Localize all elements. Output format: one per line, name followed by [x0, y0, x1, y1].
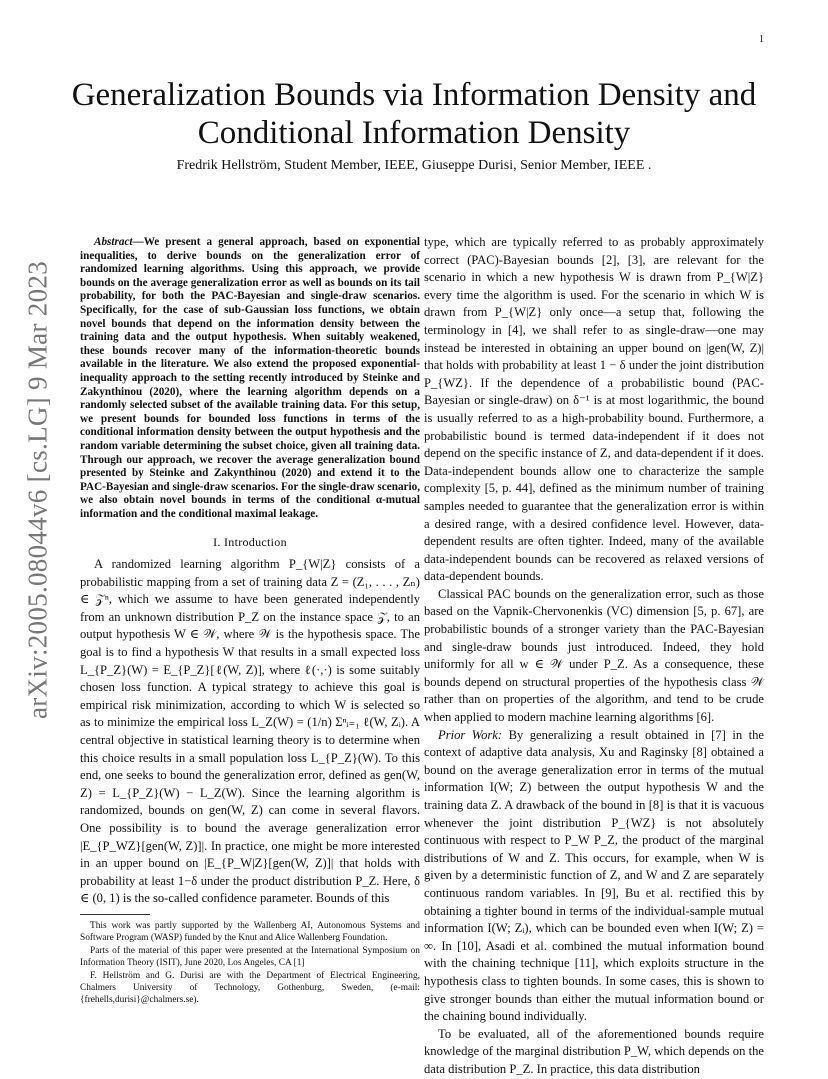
paper-title: Generalization Bounds via Information Density and Conditional Information Density [71, 77, 757, 151]
abstract-text: —We present a general approach, based on exponential inequalities, to derive bounds on the generalization error of randomized learning algorithms. Using this approach, we provide bounds on the average generalization error as well as bounds on its tail probability, for both the PAC-Bayesian and single-draw scenarios. Specifically, for the case of sub-Gaussian loss functions, we obtain novel bounds that depend on the information density between the training data and the output hypothesis. When suitably weakened, these bounds recover many of the information-theoretic bounds available in the literature. We also extend the proposed exponential-inequality approach to the setting recently introduced by Steinke and Zakynthinou (2020), where the learning algorithm depends on a randomly selected subset of the available training data. For this setup, we present bounds for bounded loss functions in terms of the conditional information density between the output hypothesis and the random variable determining the subset choice, given all training data. Through our approach, we recover the average generalization bound presented by Steinke and Zakynthinou (2020) and extend it to the PAC-Bayesian and single-draw scenarios. For the single-draw scenario, we also obtain novel bounds in terms of the conditional α-mutual information and the conditional maximal leakage. [80, 236, 420, 520]
intro-paragraph-3: Classical PAC bounds on the generalization error, such as those based on the Vapnik-Chervonenkis (VC) dimension [5, p. 67], are probabilistic bounds of a stronger variety than the PAC-Bayesian and single-draw bounds just introduced. Indeed, they hold uniformly for all w ∈ 𝒲 under P_Z. As a consequence, these bounds depend on structural properties of the hypothesis class 𝒲 rather than on properties of the algorithm, and tend to be crude when applied to modern machine learning algorithms [6]. [424, 586, 764, 725]
footnote-isit: Parts of the material of this paper were presented at the International Symposium on Information Theory (ISIT), June 2020, Los Angeles, CA [1] [80, 946, 420, 968]
abstract-label: Abstract [94, 236, 133, 248]
intro-paragraph-2: type, which are typically referred to as probably approximately correct (PAC)-Bayesian bounds [2], [3], are relevant for the scenario in which a new hypothesis W is drawn from P_{W|Z} every time the algorithm is used. For the scenario in which W is drawn from P_{W|Z} only once—a setup that, following the terminology in [4], we shall refer to as single-draw—one may instead be interested in obtaining an upper bound on |gen(W, Z)| that holds with probability at least 1 − δ under the joint distribution P_{WZ}. If the dependence of a probabilistic bound (PAC-Bayesian or single-draw) on δ⁻¹ is at most logarithmic, the bound is usually referred to as a high-probability bound. Furthermore, a probabilistic bound is termed data-independent if it does not depend on the specific instance of Z, and data-dependent if it does. Data-independent bounds allow one to characterize the sample complexity [5, p. 44], defined as the minimum number of training samples needed to guarantee that the generalization error is within a desired range, with a desired confidence level. However, data-dependent results are often tighter. Indeed, many of the available data-independent bounds can be recovered as relaxed versions of data-dependent bounds. [424, 235, 764, 584]
prior-work-text: By generalizing a result obtained in [7] in the context of adaptive data analysis, Xu and Raginsky [8] obtained a bound on the average generalization error in terms of the mutual information I(W; Z) between the output hypothesis W and the training data Z. A drawback of the bound in [8] is that it is vacuous whenever the joint distribution P_{WZ} is not absolutely continuous with respect to P_W P_Z, the product of the marginal distributions of W and Z. This occurs, for example, when W is given by a deterministic function of Z, and W and Z are separately continuous random variables. In [9], Bu et al. rectified this by obtaining a tighter bound in terms of the individual-sample mutual information I(W; Zᵢ), which can be bounded even when I(W; Z) = ∞. In [10], Asadi et al. combined the mutual information bound with the chaining technique [11], which exploits structure in the hypothesis class to tighten bounds. In some cases, this is shown to give stronger bounds than either the mutual information bound or the chaining bound individually. [424, 727, 764, 1024]
arxiv-id-text: arXiv:2005.08044v6 [cs.LG] 9 Mar 2023 [22, 260, 53, 720]
intro-paragraph-1: A randomized learning algorithm P_{W|Z} consists of a probabilistic mapping from a set of training data Z = (Z₁, . . . , Zₙ) ∈ 𝒵ⁿ, which we assume to have been generated independently from an unknown distribution P_Z on the instance space 𝒵, to an output hypothesis W ∈ 𝒲, where 𝒲 is the hypothesis space. The goal is to find a hypothesis W that results in a small expected loss L_{P_Z}(W) = E_{P_Z}[ℓ(W, Z)], where ℓ(·,·) is some suitably chosen loss function. A typical strategy to achieve this goal is empirical risk minimization, according to which W is selected so as to minimize the empirical loss L_Z(W) = (1/n) Σⁿᵢ₌₁ ℓ(W, Zᵢ). A central objective in statistical learning theory is to determine when this choice results in a small population loss L_{P_Z}(W). To this end, one seeks to bound the generalization error, defined as gen(W, Z) = L_{P_Z}(W) − L_Z(W). Since the learning algorithm is randomized, bounds on gen(W, Z) can come in several flavors. One possibility is to bound the average generalization error |E_{P_WZ}[gen(W, Z)]|. In practice, one might be more interested in an upper bound on |E_{P_W|Z}[gen(W, Z)]| that holds with probability at least 1−δ under the product distribution P_Z. Here, δ ∈ (0, 1) is the so-called confidence parameter. Bounds of this [80, 557, 420, 906]
prior-work-label: Prior Work: [438, 727, 503, 742]
abstract [80, 236, 420, 521]
left-column [80, 236, 420, 908]
author-line: Fredrik Hellström, Student Member, IEEE, Giuseppe Durisi, Senior Member, IEEE . [176, 158, 652, 173]
footnote-affiliation: F. Hellström and G. Durisi are with the Department of Electrical Engineering, Chalmers University of Technology, Gothenburg, Sweden, (e-mail: {frehells,durisi}@chalmers.se). [80, 971, 420, 1005]
arxiv-sidebar-identifier [16, 260, 60, 720]
right-column [424, 234, 764, 1079]
footnote-rule [80, 914, 150, 915]
page-number: 1 [759, 34, 764, 45]
prior-work-paragraph [424, 727, 764, 1026]
footnote-funding: This work was partly supported by the Wallenberg AI, Autonomous Systems and Software Program (WASP) funded by the Knut and Alice Wallenberg Foundation. [80, 921, 420, 943]
section-heading-introduction: I. Introduction [213, 535, 287, 550]
intro-paragraph-5: To be evaluated, all of the aforementioned bounds require knowledge of the marginal distribution P_W, which depends on the data distribution P_Z. In practice, this data distribution [424, 1026, 764, 1076]
footnotes [80, 914, 420, 1008]
